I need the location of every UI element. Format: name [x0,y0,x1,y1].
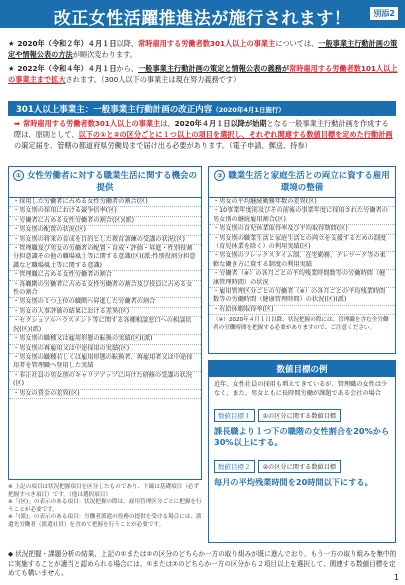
section-heading [8,101,396,116]
bottom-note: ◆ 状況把握・課題分析の結果、上記の①または②の区分のどちらか一方の取り組みが既に進んでおり、もう一方の取り組みを集中的に実施することが適当と認められる場合には、①または②のどちらか一方の区分から２項目以上を選択して、関連する数値目標を定めても構いません。 [8,550,397,577]
goal-1-row [209,401,395,424]
goal-2-target: 毎月の平均残業時間を20時間以下にする。 [214,477,373,487]
col2-item: ・10事業年度前及びその前後の事業年度に採用された労働者の男女別の継続雇用割合(区) [209,207,395,225]
intro-block [8,38,400,85]
category-1-number: ① [13,170,24,181]
intro-line-2 [8,63,400,85]
col2-item: ・男女別のフレックスタイム制、在宅勤務、テレワーク等の柔軟な働き方に資する制度の利用実績 [209,252,395,270]
para-underline: 以下の①と②の区分ごとに１つ以上の項目を選択し、それぞれ関連する数値目標を定めた行動計画 [78,130,393,139]
category-1-title: 女性労働者に対する職業生活に関する機会の提供 [27,171,198,193]
col1-item: ・男女別の再雇用又は中途採用の実績(区) [9,345,201,354]
category-2-header [209,167,395,198]
col1-item: ・男女別の職種又は雇用形態の転換の実績(区)(派) [9,335,201,344]
col1-item: ・男女別の１つ上位の職階へ昇進した労働者の割合 [9,298,201,307]
legend-note: ※「(区)」の表示のある項目：状況把握の際は、雇用管理区分ごとに把握を行うことが必要です。 [8,499,202,513]
legend-note: ※「(派)」の表示のある項目：労働者派遣の役務の提供を受ける場合には、派遣先労働者（派遣社員）を含めて把握を行うことが必要です。 [8,514,202,528]
col1-item: ・各職階の労働者に占める女性労働者の割合及び役員に占める女性の割合 [9,281,201,299]
goal-1-category: ①の区分に関する数値目標 [258,409,342,422]
intro-date-2: 2022年（令和４年）４月１日 [17,64,117,73]
example-heading: 数値目標の例 [209,361,395,377]
category-2-list [209,198,395,315]
category-2-note: （※）2020年４月１日以降、状況把握の際には、管理職を含む全労働者の労働時間を把握する必要がありますので、ご注意ください。 [213,317,389,331]
para-date: 2020年４月１日以降が始期 [174,119,267,128]
goal-2-category: ②の区分に関する数値目標 [258,460,342,473]
intro-highlight: 常時雇用する労働者数101人以上の事業主まで拡大 [8,64,398,84]
example-description: 近年、女性社員の採用も増えてきているが、管理職の女性は少なく、また、男女ともに長時間労働が課題である会社の場合 [214,381,388,397]
para-highlight: 常時雇用する労働者数301人以上の事業主 [23,119,161,128]
intro-line-1 [8,38,400,60]
col2-item: ・男女別の職業生活と家庭生活との両立を支援するための制度（育児休業を除く）の利用実績(区) [209,235,395,253]
category-2-box [208,166,396,354]
intro-highlight: 常時雇用する労働者数301人以上の事業主 [138,39,276,48]
category-1-list [9,198,201,399]
intro-text: から、 [116,64,139,73]
col2-item: ・雇用管理区分ごとの労働者（※）の各月ごとの平均残業時間数等の労働時間（健康管理時間）の状況(区)(派) [209,288,395,306]
col1-item: ・管理職に占める女性労働者の割合 [9,271,201,280]
col2-item: ・労働者（※）の各月ごとの平均残業時間数等の労働時間（健康管理時間）の状況 [209,270,395,288]
goal-1-target: 課長職より１つ下の職階の女性割合を20%から30%以上にする。 [214,426,390,447]
legend-note: ※ 上記の項目は状況把握項目を区分したものであり、下線は基礎項目（必ず把握すべき項目）です。（他は選択項目） [8,484,200,498]
para-text: の策定届を、管轄の都道府県労働局まで届け出る必要があります。（電子申請、郵送、持参） [14,141,312,150]
col1-item: ・採用した労働者に占める女性労働者の割合(区) [9,198,201,207]
para-text: は、 [160,119,175,128]
category-2-number: ② [214,170,225,181]
section-heading-text: 301人以上事業主：一般事業主行動計画の改正内容 [16,105,213,115]
star-icon: ★ [8,64,15,73]
intro-text: されます。（300人以下の事業主は現在努力義務です） [65,75,241,84]
page-title: 改正女性活躍推進法が施行されます！ [53,9,352,29]
col1-item: ・男女別の配置の状況(区) [9,226,201,235]
attachment-badge: 別添2 [369,6,399,21]
col1-item: ・管理職及び男女の労働者の配置・育成・評価・昇進・性別役割分担意識その他の職場風土等に関する意識(区)(派:性別役割分担意識など職場風土等に関する意識) [9,245,201,271]
intro-text: については、 [275,39,319,48]
page-number: 1 [393,573,399,582]
legend-notes [8,484,202,530]
section-paragraph [14,118,394,151]
col1-item: ・男女別の将来の育成を目的とした教育訓練の受講の状況(区) [9,236,201,245]
arrow-icon: ➡ [14,119,21,128]
col1-item: ・男女の人事評価の結果における差異(区) [9,308,201,317]
goal-2-row [209,450,395,475]
intro-underline: 一般事業主行動計画の策定と情報公表の義務が [138,64,290,73]
col2-item: ・男女別の育児休業取得率及び平均取得期間(区) [209,225,395,234]
star-icon: ★ [8,39,15,48]
col1-item: ・セクシュアルハラスメント等に関する各種相談窓口への相談状況(区)(派) [9,317,201,335]
col2-item: ・男女の平均継続勤務年数の差異(区) [209,198,395,207]
col1-item: ・男女別の職種若しくは雇用形態の転換者、再雇用者又は中途採用者を管理職へ登用した実績 [9,354,201,372]
col1-item: ・非正社員の男女別のキャリアアップに向けた研修の受講の状況(区) [9,372,201,390]
intro-underline: 一般事業主行動計画の策定や情報公表の方法 [8,39,398,59]
goal-2-label: 数値目標２ [214,460,255,473]
category-2-title: 職業生活と家庭生活との両立に資する雇用環境の整備 [228,171,390,193]
example-box [208,360,396,543]
intro-text: 以降、 [116,39,139,48]
section-heading-date: （2020年4月1日施行） [212,106,285,114]
intro-date-1: 2020年（令和２年）４月１日 [17,39,117,48]
category-1-header [9,167,201,198]
col2-item: ・有給休暇取得率(区) [209,306,395,315]
goal-1-label: 数値目標１ [214,409,255,422]
col1-item: ・男女別の採用における競争倍率(区) [9,207,201,216]
category-1-box [8,166,202,480]
para-text: となる一般事業主行動計画を作成する際は、原則として、 [14,119,389,139]
col1-item: ・労働者に占める女性労働者の割合(区)(派) [9,217,201,226]
col1-item: ・男女の賃金の差異(区) [9,390,201,399]
intro-text: が順次変わります。 [72,50,137,59]
